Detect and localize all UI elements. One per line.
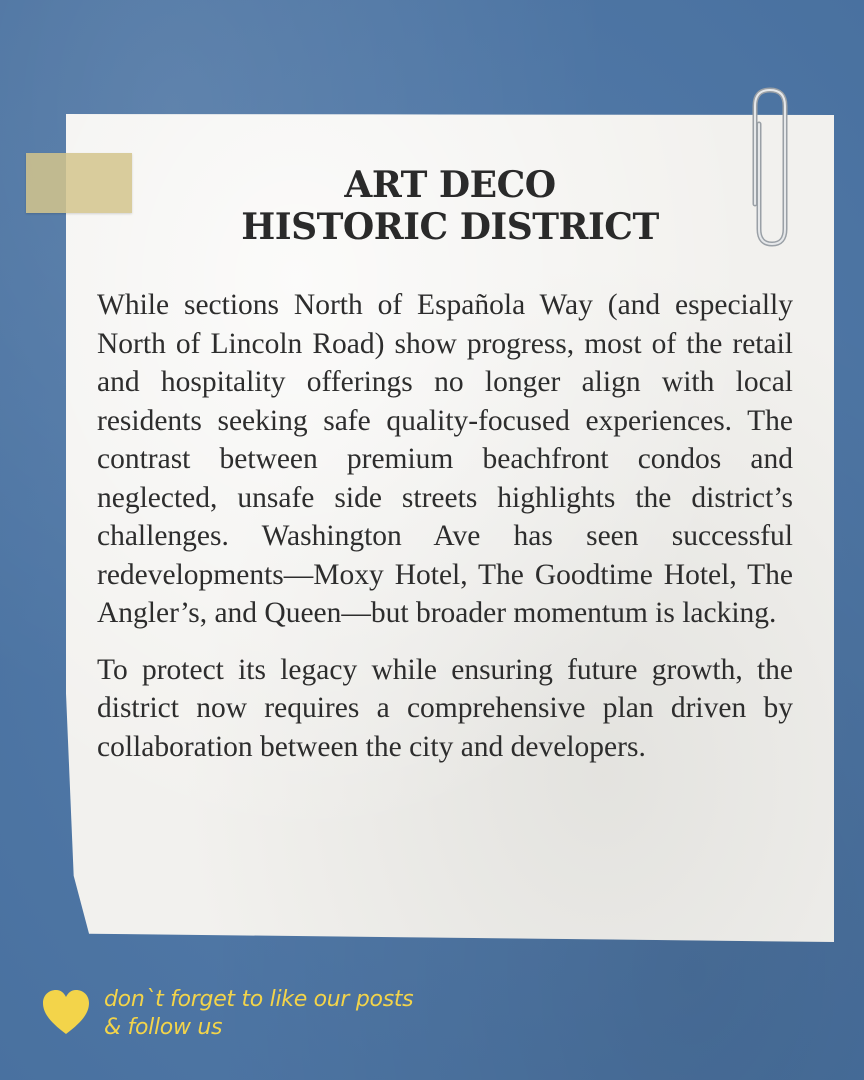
title-line-2: HISTORIC DISTRICT	[241, 206, 659, 248]
paragraph-2: To protect its legacy while ensuring future growth, the district now requires a comprehensive plan driven by collaboration between the city and developers.	[97, 653, 793, 763]
follow-line-1: don`t forget to like our posts	[104, 987, 414, 1012]
heart-icon	[40, 988, 92, 1038]
title-line-1: ART DECO	[344, 164, 556, 206]
body-text	[97, 286, 793, 784]
paragraph-1: While sections North of Española Way (and especially North of Lincoln Road) show progress, most of the retail and hospitality offerings no longer align with local residents seeking safe quality-focused experiences. The contrast between premium beachfront condos and neglected, unsafe side streets highlights the district’s challenges. Washington Ave has seen successful redevelopments—Moxy Hotel, The Goodtime Hotel, The Angler’s, and Queen—but broader momentum is lacking.	[97, 289, 793, 629]
follow-line-2: & follow us	[104, 1015, 223, 1040]
follow-reminder	[104, 986, 413, 1042]
page-title	[66, 164, 834, 248]
